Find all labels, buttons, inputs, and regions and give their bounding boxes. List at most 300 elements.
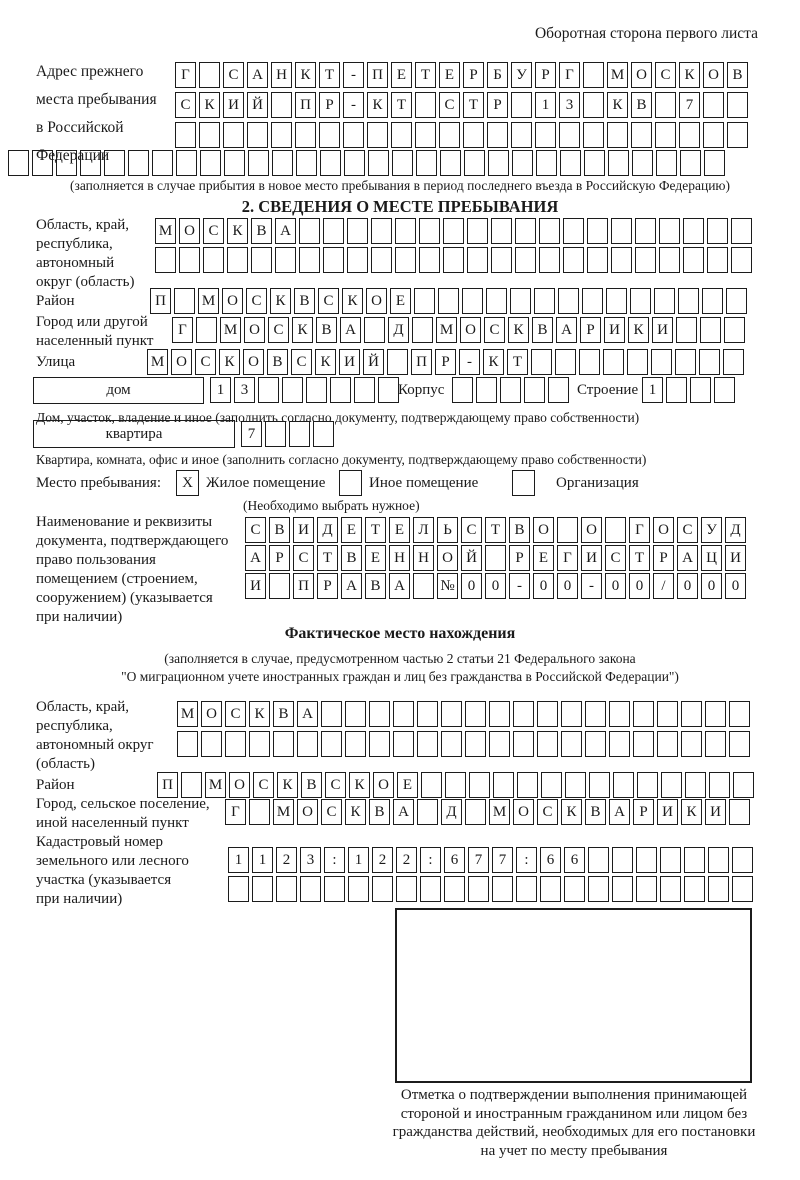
char-cell: 2	[276, 847, 297, 873]
char-cell: К	[345, 799, 366, 825]
char-cell	[636, 847, 657, 873]
char-cell	[393, 701, 414, 727]
char-cell: А	[245, 545, 266, 571]
char-cell	[539, 247, 560, 273]
char-cell	[537, 701, 558, 727]
char-cell	[393, 731, 414, 757]
char-cell	[727, 122, 748, 148]
char-cell	[201, 731, 222, 757]
char-cell	[228, 876, 249, 902]
char-cell	[678, 288, 699, 314]
char-cell: 0	[461, 573, 482, 599]
char-cell: Р	[435, 349, 456, 375]
char-cell: Т	[415, 62, 436, 88]
char-cell: Т	[365, 517, 386, 543]
char-cell	[587, 247, 608, 273]
char-cell: С	[655, 62, 676, 88]
char-cell	[500, 377, 521, 403]
char-cell	[588, 876, 609, 902]
char-cell	[560, 150, 581, 176]
char-cell	[444, 876, 465, 902]
char-cell	[272, 150, 293, 176]
char-cell: -	[343, 92, 364, 118]
char-cell: К	[561, 799, 582, 825]
house-cells	[210, 377, 399, 403]
char-cell	[539, 218, 560, 244]
char-cell	[702, 288, 723, 314]
char-cell: 1	[252, 847, 273, 873]
char-cell: М	[177, 701, 198, 727]
char-cell	[656, 150, 677, 176]
actual-region-row-2	[177, 731, 750, 757]
char-cell: К	[628, 317, 649, 343]
char-cell	[729, 799, 750, 825]
char-cell	[417, 701, 438, 727]
region-row-2	[155, 247, 752, 273]
char-cell	[391, 122, 412, 148]
char-cell: Т	[629, 545, 650, 571]
char-cell: М	[220, 317, 241, 343]
char-cell	[269, 573, 290, 599]
char-cell	[416, 150, 437, 176]
korpus-cells	[452, 377, 569, 403]
char-cell	[515, 218, 536, 244]
char-cell: 1	[535, 92, 556, 118]
char-cell	[224, 150, 245, 176]
char-cell	[152, 150, 173, 176]
char-cell: Е	[397, 772, 418, 798]
char-cell: -	[343, 62, 364, 88]
stay-checkbox-organization	[512, 470, 535, 496]
char-cell	[511, 122, 532, 148]
char-cell	[412, 317, 433, 343]
char-cell: О	[229, 772, 250, 798]
char-cell: Г	[629, 517, 650, 543]
char-cell: К	[681, 799, 702, 825]
char-cell	[661, 772, 682, 798]
char-cell	[660, 847, 681, 873]
char-cell: 0	[557, 573, 578, 599]
char-cell: М	[489, 799, 510, 825]
cadastre-label: Кадастровый номер земельного или лесного участка (указывается при наличии)	[36, 834, 189, 907]
char-cell	[415, 92, 436, 118]
char-cell	[128, 150, 149, 176]
char-cell: П	[295, 92, 316, 118]
char-cell: П	[367, 62, 388, 88]
char-cell: С	[537, 799, 558, 825]
char-cell: Р	[653, 545, 674, 571]
actual-city-label: Город, сельское поселение, иной населенный пункт	[36, 796, 210, 831]
char-cell	[583, 122, 604, 148]
char-cell	[493, 772, 514, 798]
char-cell	[585, 731, 606, 757]
char-cell: О	[703, 62, 724, 88]
actual-location-note-1: (заполняется в случае, предусмотренном частью 2 статьи 21 Федерального закона	[164, 651, 636, 666]
char-cell	[80, 150, 101, 176]
char-cell	[723, 349, 744, 375]
char-cell	[612, 876, 633, 902]
char-cell	[548, 377, 569, 403]
char-cell	[249, 799, 270, 825]
char-cell	[579, 349, 600, 375]
char-cell: В	[301, 772, 322, 798]
char-cell: С	[203, 218, 224, 244]
char-cell	[179, 247, 200, 273]
char-cell	[731, 247, 752, 273]
char-cell: :	[516, 847, 537, 873]
char-cell: Е	[389, 517, 410, 543]
char-cell	[540, 876, 561, 902]
char-cell: В	[273, 701, 294, 727]
char-cell: К	[277, 772, 298, 798]
char-cell: М	[436, 317, 457, 343]
char-cell	[659, 218, 680, 244]
char-cell	[297, 731, 318, 757]
char-cell	[227, 247, 248, 273]
char-cell	[438, 288, 459, 314]
char-cell: С	[246, 288, 267, 314]
char-cell	[491, 247, 512, 273]
char-cell	[637, 772, 658, 798]
char-cell	[729, 701, 750, 727]
char-cell: О	[244, 317, 265, 343]
char-cell	[584, 150, 605, 176]
char-cell: Т	[507, 349, 528, 375]
char-cell	[537, 731, 558, 757]
char-cell	[684, 847, 705, 873]
char-cell: О	[653, 517, 674, 543]
char-cell	[609, 701, 630, 727]
char-cell: С	[605, 545, 626, 571]
char-cell: С	[318, 288, 339, 314]
char-cell: О	[373, 772, 394, 798]
char-cell	[252, 876, 273, 902]
char-cell: О	[179, 218, 200, 244]
char-cell	[680, 150, 701, 176]
char-cell	[724, 317, 745, 343]
char-cell: К	[219, 349, 240, 375]
char-cell	[464, 150, 485, 176]
char-cell: С	[325, 772, 346, 798]
char-cell	[714, 377, 735, 403]
char-cell	[659, 247, 680, 273]
char-cell	[467, 218, 488, 244]
char-cell	[559, 122, 580, 148]
stroenie-cells	[642, 377, 735, 403]
char-cell: И	[293, 517, 314, 543]
char-cell: Р	[535, 62, 556, 88]
char-cell	[557, 517, 578, 543]
char-cell	[679, 122, 700, 148]
char-cell	[347, 218, 368, 244]
char-cell: С	[484, 317, 505, 343]
char-cell	[582, 288, 603, 314]
char-cell: Й	[461, 545, 482, 571]
char-cell	[489, 701, 510, 727]
actual-district-row	[157, 772, 754, 798]
char-cell: Т	[319, 62, 340, 88]
char-cell	[585, 701, 606, 727]
actual-region-label: Область, край, республика, автономный округ (область)	[36, 699, 154, 772]
char-cell	[488, 150, 509, 176]
char-cell	[511, 92, 532, 118]
char-cell	[613, 772, 634, 798]
char-cell	[354, 377, 375, 403]
prev-address-row-1	[175, 62, 748, 88]
char-cell	[513, 701, 534, 727]
char-cell: 3	[300, 847, 321, 873]
char-cell	[726, 288, 747, 314]
char-cell	[199, 62, 220, 88]
cadastre-row-1	[228, 847, 753, 873]
char-cell	[516, 876, 537, 902]
char-cell	[727, 92, 748, 118]
prev-address-note: (заполняется в случае прибытия в новое место пребывания в период последнего въезда в Российскую Федерацию)	[69, 178, 731, 193]
char-cell	[275, 247, 296, 273]
char-cell	[583, 62, 604, 88]
char-cell	[657, 701, 678, 727]
char-cell	[487, 122, 508, 148]
char-cell: С	[225, 701, 246, 727]
char-cell: 2	[396, 847, 417, 873]
stamp-box	[395, 908, 752, 1083]
char-cell: Р	[580, 317, 601, 343]
char-cell: 6	[564, 847, 585, 873]
char-cell: 3	[234, 377, 255, 403]
char-cell	[465, 731, 486, 757]
char-cell: С	[293, 545, 314, 571]
char-cell	[564, 876, 585, 902]
house-note: Дом, участок, владение и иное (заполнить согласно документу, подтверждающему право собственности)	[36, 410, 640, 425]
char-cell: Г	[225, 799, 246, 825]
char-cell	[681, 701, 702, 727]
char-cell: А	[393, 799, 414, 825]
korpus-label: Корпус	[398, 382, 445, 398]
char-cell	[485, 545, 506, 571]
char-cell: В	[365, 573, 386, 599]
char-cell: Т	[317, 545, 338, 571]
char-cell: В	[727, 62, 748, 88]
stamp-caption: Отметка о подтверждении выполнения принимающей стороной и иностранным гражданином или лицом без гражданства действий, необходимых для его постановки на учет по месту пребывания	[392, 1087, 756, 1159]
char-cell: В	[316, 317, 337, 343]
char-cell	[413, 573, 434, 599]
char-cell	[541, 772, 562, 798]
char-cell: П	[157, 772, 178, 798]
char-cell: А	[297, 701, 318, 727]
char-cell	[258, 377, 279, 403]
char-cell	[606, 288, 627, 314]
char-cell	[440, 150, 461, 176]
char-cell	[476, 377, 497, 403]
char-cell	[732, 847, 753, 873]
char-cell	[330, 377, 351, 403]
char-cell: С	[253, 772, 274, 798]
char-cell: Р	[269, 545, 290, 571]
char-cell: П	[150, 288, 171, 314]
char-cell	[635, 218, 656, 244]
char-cell	[558, 288, 579, 314]
char-cell: П	[293, 573, 314, 599]
char-cell: Р	[317, 573, 338, 599]
char-cell: В	[341, 545, 362, 571]
char-cell	[635, 247, 656, 273]
char-cell	[417, 799, 438, 825]
char-cell	[299, 247, 320, 273]
char-cell	[306, 377, 327, 403]
apartment-box: квартира	[33, 420, 235, 448]
region-row-1	[155, 218, 752, 244]
char-cell: К	[342, 288, 363, 314]
char-cell: Е	[341, 517, 362, 543]
char-cell: С	[268, 317, 289, 343]
char-cell: :	[420, 847, 441, 873]
char-cell	[491, 218, 512, 244]
char-cell: Г	[172, 317, 193, 343]
char-cell: М	[147, 349, 168, 375]
char-cell	[463, 122, 484, 148]
char-cell: О	[171, 349, 192, 375]
char-cell	[32, 150, 53, 176]
char-cell	[486, 288, 507, 314]
char-cell	[587, 218, 608, 244]
char-cell: В	[269, 517, 290, 543]
char-cell	[282, 377, 303, 403]
char-cell: К	[508, 317, 529, 343]
char-cell: М	[607, 62, 628, 88]
char-cell	[344, 150, 365, 176]
char-cell: Е	[365, 545, 386, 571]
char-cell: 3	[559, 92, 580, 118]
char-cell: В	[294, 288, 315, 314]
char-cell	[420, 876, 441, 902]
char-cell	[371, 218, 392, 244]
char-cell: О	[533, 517, 554, 543]
char-cell	[536, 150, 557, 176]
char-cell	[368, 150, 389, 176]
char-cell	[392, 150, 413, 176]
apartment-note: Квартира, комната, офис и иное (заполнить согласно документу, подтверждающему право собственности)	[36, 452, 647, 467]
char-cell	[443, 218, 464, 244]
char-cell: С	[461, 517, 482, 543]
char-cell: Р	[319, 92, 340, 118]
char-cell	[636, 876, 657, 902]
actual-location-note-2: "О миграционном учете иностранных граждан и лиц без гражданства в Российской Федерации")	[121, 669, 679, 684]
char-cell	[289, 421, 310, 447]
char-cell: С	[175, 92, 196, 118]
char-cell	[535, 122, 556, 148]
char-cell	[708, 876, 729, 902]
char-cell	[707, 218, 728, 244]
char-cell	[347, 247, 368, 273]
char-cell	[630, 288, 651, 314]
char-cell: О	[513, 799, 534, 825]
district-row	[150, 288, 747, 314]
char-cell: Е	[390, 288, 411, 314]
char-cell: -	[581, 573, 602, 599]
char-cell: О	[631, 62, 652, 88]
char-cell	[683, 247, 704, 273]
char-cell: О	[366, 288, 387, 314]
char-cell: Й	[247, 92, 268, 118]
char-cell	[387, 349, 408, 375]
char-cell	[565, 772, 586, 798]
char-cell	[732, 876, 753, 902]
char-cell	[296, 150, 317, 176]
char-cell	[524, 377, 545, 403]
char-cell	[627, 349, 648, 375]
stay-checkbox-residential: X	[176, 470, 199, 496]
char-cell: К	[367, 92, 388, 118]
char-cell: Е	[439, 62, 460, 88]
char-cell	[320, 150, 341, 176]
char-cell: К	[249, 701, 270, 727]
cadastre-row-2	[228, 876, 753, 902]
prev-address-label: Адрес прежнего места пребывания в Российской Федерации	[36, 63, 157, 164]
actual-city-row	[225, 799, 750, 825]
char-cell: А	[275, 218, 296, 244]
char-cell	[517, 772, 538, 798]
house-box: дом	[33, 377, 204, 404]
char-cell	[300, 876, 321, 902]
char-cell	[703, 122, 724, 148]
char-cell	[369, 701, 390, 727]
char-cell	[660, 876, 681, 902]
char-cell: 7	[468, 847, 489, 873]
char-cell: И	[581, 545, 602, 571]
char-cell: О	[222, 288, 243, 314]
char-cell: Н	[413, 545, 434, 571]
char-cell	[733, 772, 754, 798]
char-cell	[200, 150, 221, 176]
char-cell: К	[292, 317, 313, 343]
char-cell: П	[411, 349, 432, 375]
char-cell	[531, 349, 552, 375]
char-cell	[248, 150, 269, 176]
char-cell	[177, 731, 198, 757]
char-cell	[273, 731, 294, 757]
char-cell: О	[201, 701, 222, 727]
char-cell	[685, 772, 706, 798]
char-cell	[492, 876, 513, 902]
actual-region-row-1	[177, 701, 750, 727]
char-cell: А	[341, 573, 362, 599]
char-cell: :	[324, 847, 345, 873]
char-cell	[675, 349, 696, 375]
char-cell	[56, 150, 77, 176]
char-cell	[203, 247, 224, 273]
char-cell: Б	[487, 62, 508, 88]
char-cell	[271, 92, 292, 118]
char-cell: К	[349, 772, 370, 798]
char-cell	[703, 92, 724, 118]
char-cell: К	[607, 92, 628, 118]
char-cell	[176, 150, 197, 176]
document-label: Наименование и реквизиты документа, подтверждающего право пользования помещением (строением, сооружением) (указывается при наличии)	[36, 514, 229, 625]
char-cell	[465, 701, 486, 727]
char-cell: Ц	[701, 545, 722, 571]
char-cell: С	[223, 62, 244, 88]
char-cell	[345, 701, 366, 727]
char-cell	[439, 122, 460, 148]
char-cell	[417, 731, 438, 757]
char-cell: К	[199, 92, 220, 118]
char-cell: 1	[210, 377, 231, 403]
char-cell: Т	[485, 517, 506, 543]
char-cell	[704, 150, 725, 176]
char-cell	[707, 247, 728, 273]
char-cell: И	[604, 317, 625, 343]
char-cell	[441, 731, 462, 757]
